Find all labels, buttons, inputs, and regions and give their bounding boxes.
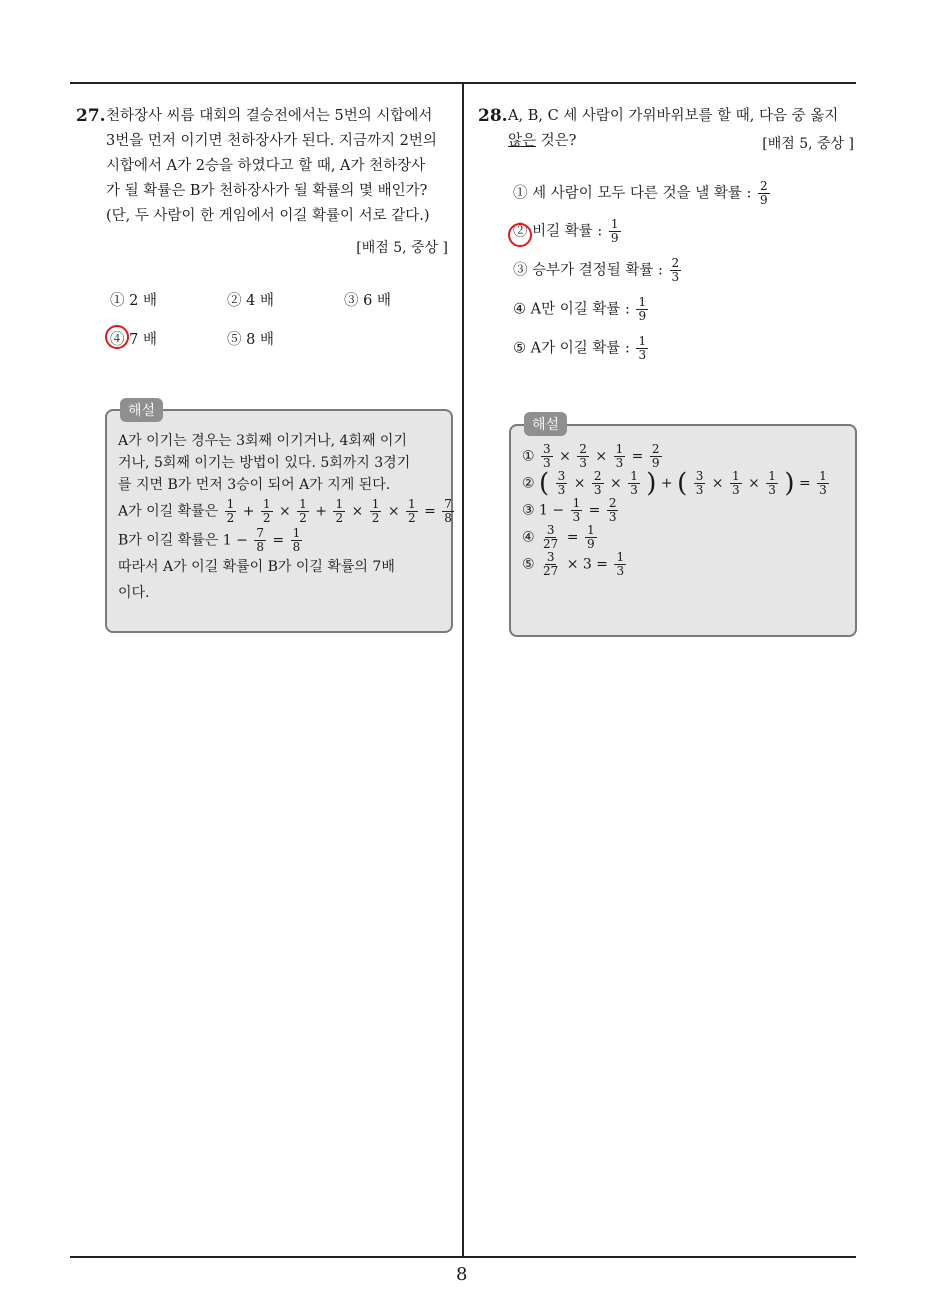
fraction: $\frac{2}{3}$	[671, 256, 680, 284]
page-number: 8	[456, 1264, 468, 1285]
q27-text	[106, 104, 437, 229]
choice-text: 7 배	[129, 332, 157, 348]
choice-number: ③	[344, 293, 359, 309]
q27-choice-5[interactable]	[227, 328, 274, 349]
fraction: $\frac{1}{3}$	[638, 334, 647, 362]
choice-number: ④	[110, 332, 125, 348]
exp-line: 이다.	[118, 585, 150, 601]
fraction: $\frac{3}{27}$	[543, 523, 559, 551]
choice-text: 4 배	[246, 293, 274, 309]
exp-line: 따라서 A가 이길 확률이 B가 이길 확률의 7배	[118, 559, 395, 575]
choice-text: 비길 확률 :	[532, 223, 603, 240]
bottom-rule	[70, 1256, 856, 1258]
fraction: $\frac{1}{3}$	[615, 442, 624, 470]
exp-line: 거나, 5회째 이기는 방법이 있다. 5회까지 3경기	[118, 455, 411, 471]
exp-a-prob	[118, 498, 456, 525]
op: =	[272, 532, 285, 549]
q27-line: 시합에서 A가 2승을 하였다고 할 때, A가 천하장사	[106, 158, 426, 174]
fraction: $\frac{1}{2}$	[299, 497, 307, 525]
q27-line: 가 될 확률은 B가 천하장사가 될 확률의 몇 배인가?	[106, 183, 428, 199]
fraction: $\frac{1}{2}$	[335, 497, 344, 525]
q28-meta: [배점 5, 중상 ]	[762, 136, 854, 152]
exp-step-5: ⑤ $\frac{3}{27}$ × 3 = $\frac{1}{3}$	[522, 550, 625, 578]
q27-explanation-label: 해설	[120, 398, 163, 422]
fraction: $\frac{2}{3}$	[608, 496, 617, 524]
fraction: $\frac{1}{3}$	[630, 469, 638, 497]
fraction: $\frac{1}{3}$	[768, 469, 776, 497]
choice-text: A만 이길 확률 :	[530, 301, 630, 318]
fraction: $\frac{7}{8}$	[256, 526, 264, 554]
fraction: $\frac{3}{27}$	[543, 550, 559, 578]
fraction: $\frac{3}{3}$	[695, 469, 704, 497]
op: ×	[278, 503, 291, 520]
op: +	[242, 503, 255, 520]
fraction: $\frac{1}{8}$	[292, 526, 301, 554]
choice-number: ①	[513, 185, 528, 202]
q28-choice-5[interactable]	[513, 335, 650, 362]
q28-answer-circle-mark	[508, 223, 532, 247]
q27-choice-2[interactable]	[227, 289, 274, 310]
fraction: $\frac{3}{3}$	[543, 442, 551, 470]
exp-step-3: ③ 1 − $\frac{1}{3}$ = $\frac{2}{3}$	[522, 496, 617, 524]
fraction: $\frac{1}{3}$	[572, 496, 581, 524]
op: +	[315, 503, 327, 520]
choice-text: 2 배	[129, 293, 157, 309]
fraction: $\frac{3}{3}$	[557, 469, 566, 497]
exp-line: A가 이기는 경우는 3회째 이기거나, 4회째 이기	[118, 433, 407, 449]
exp-line: 를 지면 B가 먼저 3승이 되어 A가 지게 된다.	[118, 477, 391, 493]
q28-explanation-label: 해설	[524, 412, 567, 436]
fraction: $\frac{2}{3}$	[579, 442, 587, 470]
choice-text: 6 배	[363, 293, 391, 309]
q28-choice-1[interactable]	[513, 180, 772, 207]
q27-meta: [배점 5, 중상 ]	[356, 240, 448, 256]
choice-number: ③	[513, 262, 528, 279]
fraction: $\frac{2}{9}$	[759, 179, 768, 207]
fraction: $\frac{1}{3}$	[819, 469, 827, 497]
fraction: $\frac{2}{9}$	[651, 442, 660, 470]
fraction: $\frac{1}{2}$	[371, 497, 380, 525]
fraction: $\frac{1}{3}$	[616, 550, 625, 578]
exp-text: B가 이길 확률은 1 −	[118, 532, 248, 549]
exp-text: A가 이길 확률은	[118, 503, 219, 520]
exp-step-1: ① $\frac{3}{3}$ × $\frac{2}{3}$ × $\frac{1}{3}$ = $\frac{2}{9}$	[522, 442, 660, 470]
q28-line: A, B, C 세 사람이 가위바위보를 할 때, 다음 중 옳지	[508, 108, 839, 124]
choice-text: 세 사람이 모두 다른 것을 낼 확률 :	[532, 185, 752, 202]
choice-number: ①	[110, 293, 125, 309]
q27-number: 27.	[76, 106, 106, 126]
choice-number: ⑤	[513, 340, 526, 357]
fraction: $\frac{1}{2}$	[262, 497, 271, 525]
fraction: $\frac{2}{3}$	[593, 469, 602, 497]
q27-line: 천하장사 씨름 대회의 결승전에서는 5번의 시합에서	[106, 108, 433, 124]
choice-text: 승부가 결정될 확률 :	[532, 262, 663, 279]
q28-choice-4[interactable]	[513, 296, 650, 323]
exp-step-4: ④ $\frac{3}{27}$ = $\frac{1}{9}$	[522, 523, 595, 551]
exp-step-2: ② ( $\frac{3}{3}$ × $\frac{2}{3}$ × $\frac{1}{3}$ ) + ( $\frac{3}{3}$ × $\frac{1}{3}$ × $\frac{1}{3}$ ) = $\frac{1}{3}$	[522, 468, 827, 499]
op: ×	[387, 503, 400, 520]
fraction: $\frac{7}{8}$	[444, 497, 452, 525]
choice-number: ④	[513, 301, 526, 318]
choice-number: ②	[513, 223, 528, 240]
fraction: $\frac{1}{9}$	[638, 295, 647, 323]
fraction: $\frac{1}{3}$	[731, 469, 740, 497]
q27-choice-3[interactable]	[344, 289, 391, 310]
q28-choice-3[interactable]	[513, 257, 683, 284]
exp-b-prob	[118, 527, 456, 554]
fraction: $\frac{1}{9}$	[586, 523, 595, 551]
q28-explanation-text	[522, 443, 831, 578]
choice-text: 8 배	[246, 332, 274, 348]
q27-answer-circle-mark	[105, 325, 129, 349]
fraction: $\frac{1}{2}$	[226, 497, 235, 525]
q28-number: 28.	[478, 106, 508, 126]
q27-line: 3번을 먼저 이기면 천하장사가 된다. 지금까지 2번의	[106, 133, 437, 149]
q27-choice-1[interactable]	[110, 289, 157, 310]
choice-number: ②	[227, 293, 242, 309]
q28-line-rest: 것은?	[536, 133, 577, 149]
choice-text: A가 이길 확률 :	[530, 340, 630, 357]
op: ×	[351, 503, 364, 520]
fraction: $\frac{1}{2}$	[408, 497, 416, 525]
underlined-text: 않은	[508, 133, 537, 149]
fraction: $\frac{1}{9}$	[610, 217, 619, 245]
op: =	[424, 503, 436, 520]
q27-line: (단, 두 사람이 한 게임에서 이길 확률이 서로 같다.)	[106, 208, 430, 224]
choice-number: ⑤	[227, 332, 242, 348]
column-divider	[462, 82, 464, 1258]
q27-explanation-text	[118, 430, 456, 604]
